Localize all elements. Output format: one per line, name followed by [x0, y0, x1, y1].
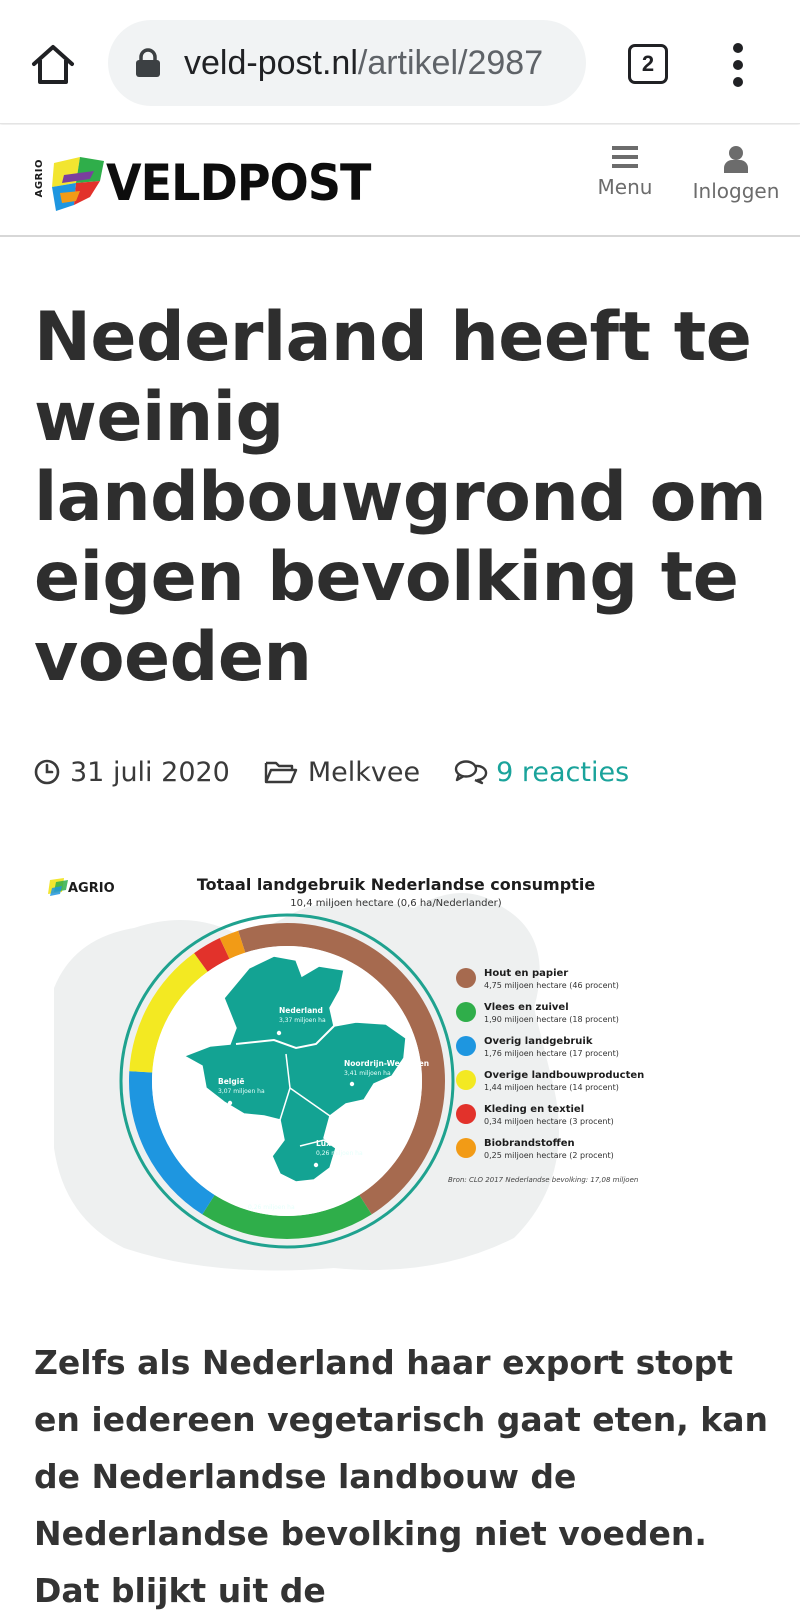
logo-mark-icon [50, 157, 106, 213]
region-name: België [218, 1077, 245, 1086]
user-icon [723, 145, 749, 173]
lock-icon [134, 48, 162, 78]
more-options-icon[interactable] [728, 42, 748, 88]
legend-detail: 4,75 miljoen hectare (46 procent) [484, 981, 619, 990]
article-category[interactable] [264, 757, 420, 788]
site-logo[interactable] [34, 155, 374, 215]
region-value: 3,37 miljoen ha [279, 1017, 326, 1024]
infographic-brand [48, 878, 115, 896]
legend-swatch [456, 1104, 476, 1124]
home-icon[interactable] [30, 42, 76, 88]
region-dot [314, 1163, 318, 1167]
region-dot [277, 1031, 281, 1035]
menu-label: Menu [597, 175, 653, 199]
infographic-title: Totaal landgebruik Nederlandse consumptie [196, 875, 596, 894]
region-dot [350, 1082, 354, 1086]
region-dot [228, 1101, 232, 1105]
region-value: 3,41 miljoen ha [344, 1070, 391, 1077]
address-bar[interactable] [108, 20, 586, 106]
logo-wordmark: VELDPOST [106, 154, 371, 212]
browser-toolbar [0, 0, 800, 124]
region-value: 0,26 miljoen ha [248, 1204, 295, 1211]
legend-detail: 0,25 miljoen hectare (2 procent) [484, 1151, 614, 1160]
article-lead: Zelfs als Nederland haar export stopt en iedereen vegetarisch gaat eten, kan de Nederlandse landbouw de Nederlandse bevolking niet voeden. Dat blijkt uit de [34, 1343, 768, 1610]
tab-switcher-button[interactable] [628, 44, 668, 84]
article-category-text: Melkvee [307, 756, 421, 788]
site-header [0, 125, 800, 237]
clock-icon [34, 759, 60, 785]
region-dot [294, 1186, 298, 1190]
legend-label: Vlees en zuivel [484, 1002, 569, 1013]
region-name: Luxemburg [316, 1139, 364, 1148]
infographic-subtitle: 10,4 miljoen hectare (0,6 ha/Nederlander) [290, 898, 502, 909]
infographic-svg [34, 848, 774, 1280]
article-date [34, 757, 230, 788]
legend-detail: 1,44 miljoen hectare (14 procent) [484, 1083, 619, 1092]
legend-detail: 1,90 miljoen hectare (18 procent) [484, 1015, 619, 1024]
legend-detail: 0,34 miljoen hectare (3 procent) [484, 1117, 614, 1126]
url-text: veld-post.nl/artikel/2987 [184, 44, 544, 82]
region-name: Saarland [248, 1193, 286, 1202]
infographic-source: Bron: CLO 2017 Nederlandse bevolking: 17,08 miljoen [448, 1176, 639, 1184]
logo-agrio-text: AGRIO [34, 159, 45, 198]
article-comments[interactable] [454, 757, 629, 788]
region-name: Nederland [279, 1006, 323, 1015]
legend-label: Biobrandstoffen [484, 1138, 575, 1149]
infographic [34, 848, 774, 1280]
legend-label: Overig landgebruik [484, 1036, 593, 1047]
legend-label: Overige landbouwproducten [484, 1070, 645, 1081]
region-name: Noordrijn-Westfalen [344, 1059, 430, 1068]
login-button[interactable] [686, 145, 786, 203]
legend-swatch [456, 1138, 476, 1158]
legend-swatch [456, 1036, 476, 1056]
infographic-brand-text: AGRIO [68, 881, 115, 896]
region-value: 0,26 miljoen ha [316, 1150, 363, 1157]
legend-swatch [456, 1070, 476, 1090]
article-title: Nederland heeft te weinig landbouwgrond om eigen bevolking te voeden [34, 298, 767, 697]
legend-swatch [456, 968, 476, 988]
comments-icon [454, 759, 486, 785]
legend-detail: 1,76 miljoen hectare (17 procent) [484, 1049, 619, 1058]
article-meta [34, 752, 663, 792]
legend-label: Hout en papier [484, 968, 569, 979]
legend-label: Kleding en textiel [484, 1104, 585, 1115]
menu-button[interactable] [590, 145, 660, 199]
folder-icon [264, 759, 298, 785]
login-label: Inloggen [692, 179, 780, 203]
legend-swatch [456, 1002, 476, 1022]
tab-count: 2 [641, 51, 655, 76]
region-value: 3,07 miljoen ha [218, 1088, 265, 1095]
article-date-text: 31 juli 2020 [70, 756, 230, 788]
comments-link[interactable]: 9 reacties [496, 756, 630, 788]
hamburger-icon [610, 145, 640, 169]
